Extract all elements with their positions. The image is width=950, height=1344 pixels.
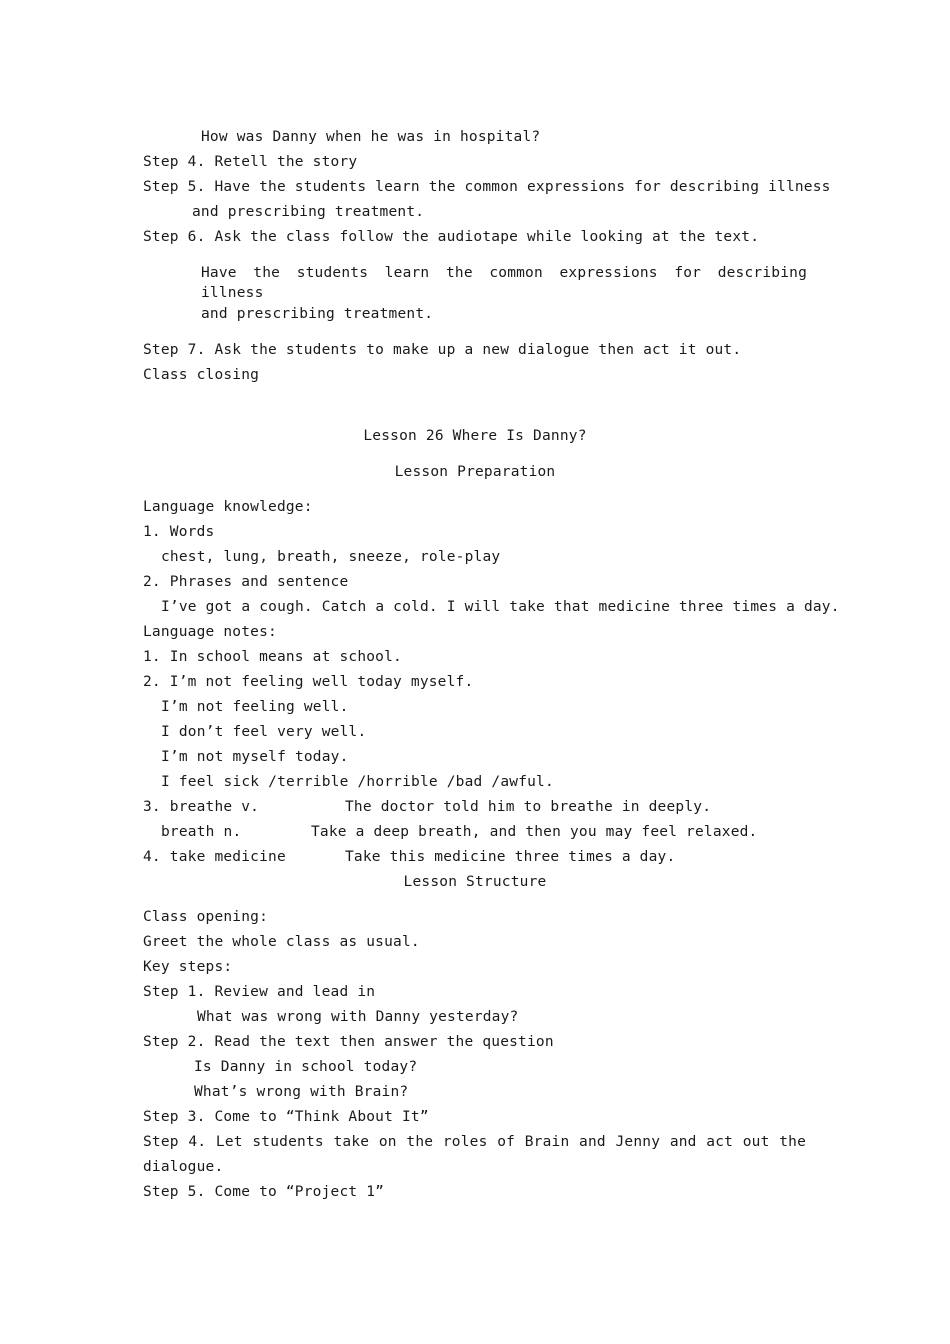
text-line: What was wrong with Danny yesterday? (197, 1009, 519, 1025)
section-heading: Lesson Structure (403, 874, 547, 890)
text-line: 2. I’m not feeling well today myself. (143, 674, 474, 690)
text-line: I don’t feel very well. (161, 724, 367, 740)
text-line: Step 5. Come to “Project 1” (143, 1184, 385, 1200)
text-line: I feel sick /terrible /horrible /bad /awful. (161, 774, 554, 790)
text-line: Step 4. Retell the story (143, 154, 358, 170)
text-line: dialogue. (143, 1159, 224, 1175)
text-line: Class closing (143, 367, 260, 383)
text-line: I’m not myself today. (161, 749, 349, 765)
lesson-title: Lesson 26 Where Is Danny? (363, 428, 587, 444)
text-line: Take this medicine three times a day. (345, 849, 676, 865)
text-line: What’s wrong with Brain? (194, 1084, 409, 1100)
text-line: chest, lung, breath, sneeze, role-play (161, 549, 501, 565)
text-line: breath n. (161, 824, 242, 840)
text-line: Key steps: (143, 959, 233, 975)
text-line: Step 3. Come to “Think About It” (143, 1109, 429, 1125)
text-line: Step 1. Review and lead in (143, 984, 376, 1000)
text-line: 3. breathe v. (143, 799, 260, 815)
text-line: 1. Words (143, 524, 215, 540)
text-line: Step 4. Let students take on the roles of Brain and Jenny and act out the (143, 1134, 806, 1150)
text-line: Language knowledge: (143, 499, 313, 515)
text-line: I’m not feeling well. (161, 699, 349, 715)
text-line: 1. In school means at school. (143, 649, 402, 665)
text-line: Step 5. Have the students learn the common expressions for describing illness (143, 179, 831, 195)
text-line: 2. Phrases and sentence (143, 574, 349, 590)
text-line: Is Danny in school today? (194, 1059, 418, 1075)
text-line: Take a deep breath, and then you may feel relaxed. (311, 824, 758, 840)
text-line: and prescribing treatment. (192, 204, 425, 220)
text-line: I’ve got a cough. Catch a cold. I will take that medicine three times a day. (161, 599, 840, 615)
text-line: Class opening: (143, 909, 269, 925)
text-line: How was Danny when he was in hospital? (201, 129, 541, 145)
text-line: Step 7. Ask the students to make up a new dialogue then act it out. (143, 342, 742, 358)
text-line: Language notes: (143, 624, 277, 640)
text-line: and prescribing treatment. (201, 306, 434, 322)
text-line: Step 2. Read the text then answer the question (143, 1034, 554, 1050)
text-line: Have the students learn the common expressions for describing illness (201, 265, 807, 301)
text-line: 4. take medicine (143, 849, 286, 865)
text-line: Step 6. Ask the class follow the audiotape while looking at the text. (143, 229, 760, 245)
section-heading: Lesson Preparation (394, 464, 556, 480)
text-line: Greet the whole class as usual. (143, 934, 420, 950)
text-line: The doctor told him to breathe in deeply. (345, 799, 712, 815)
